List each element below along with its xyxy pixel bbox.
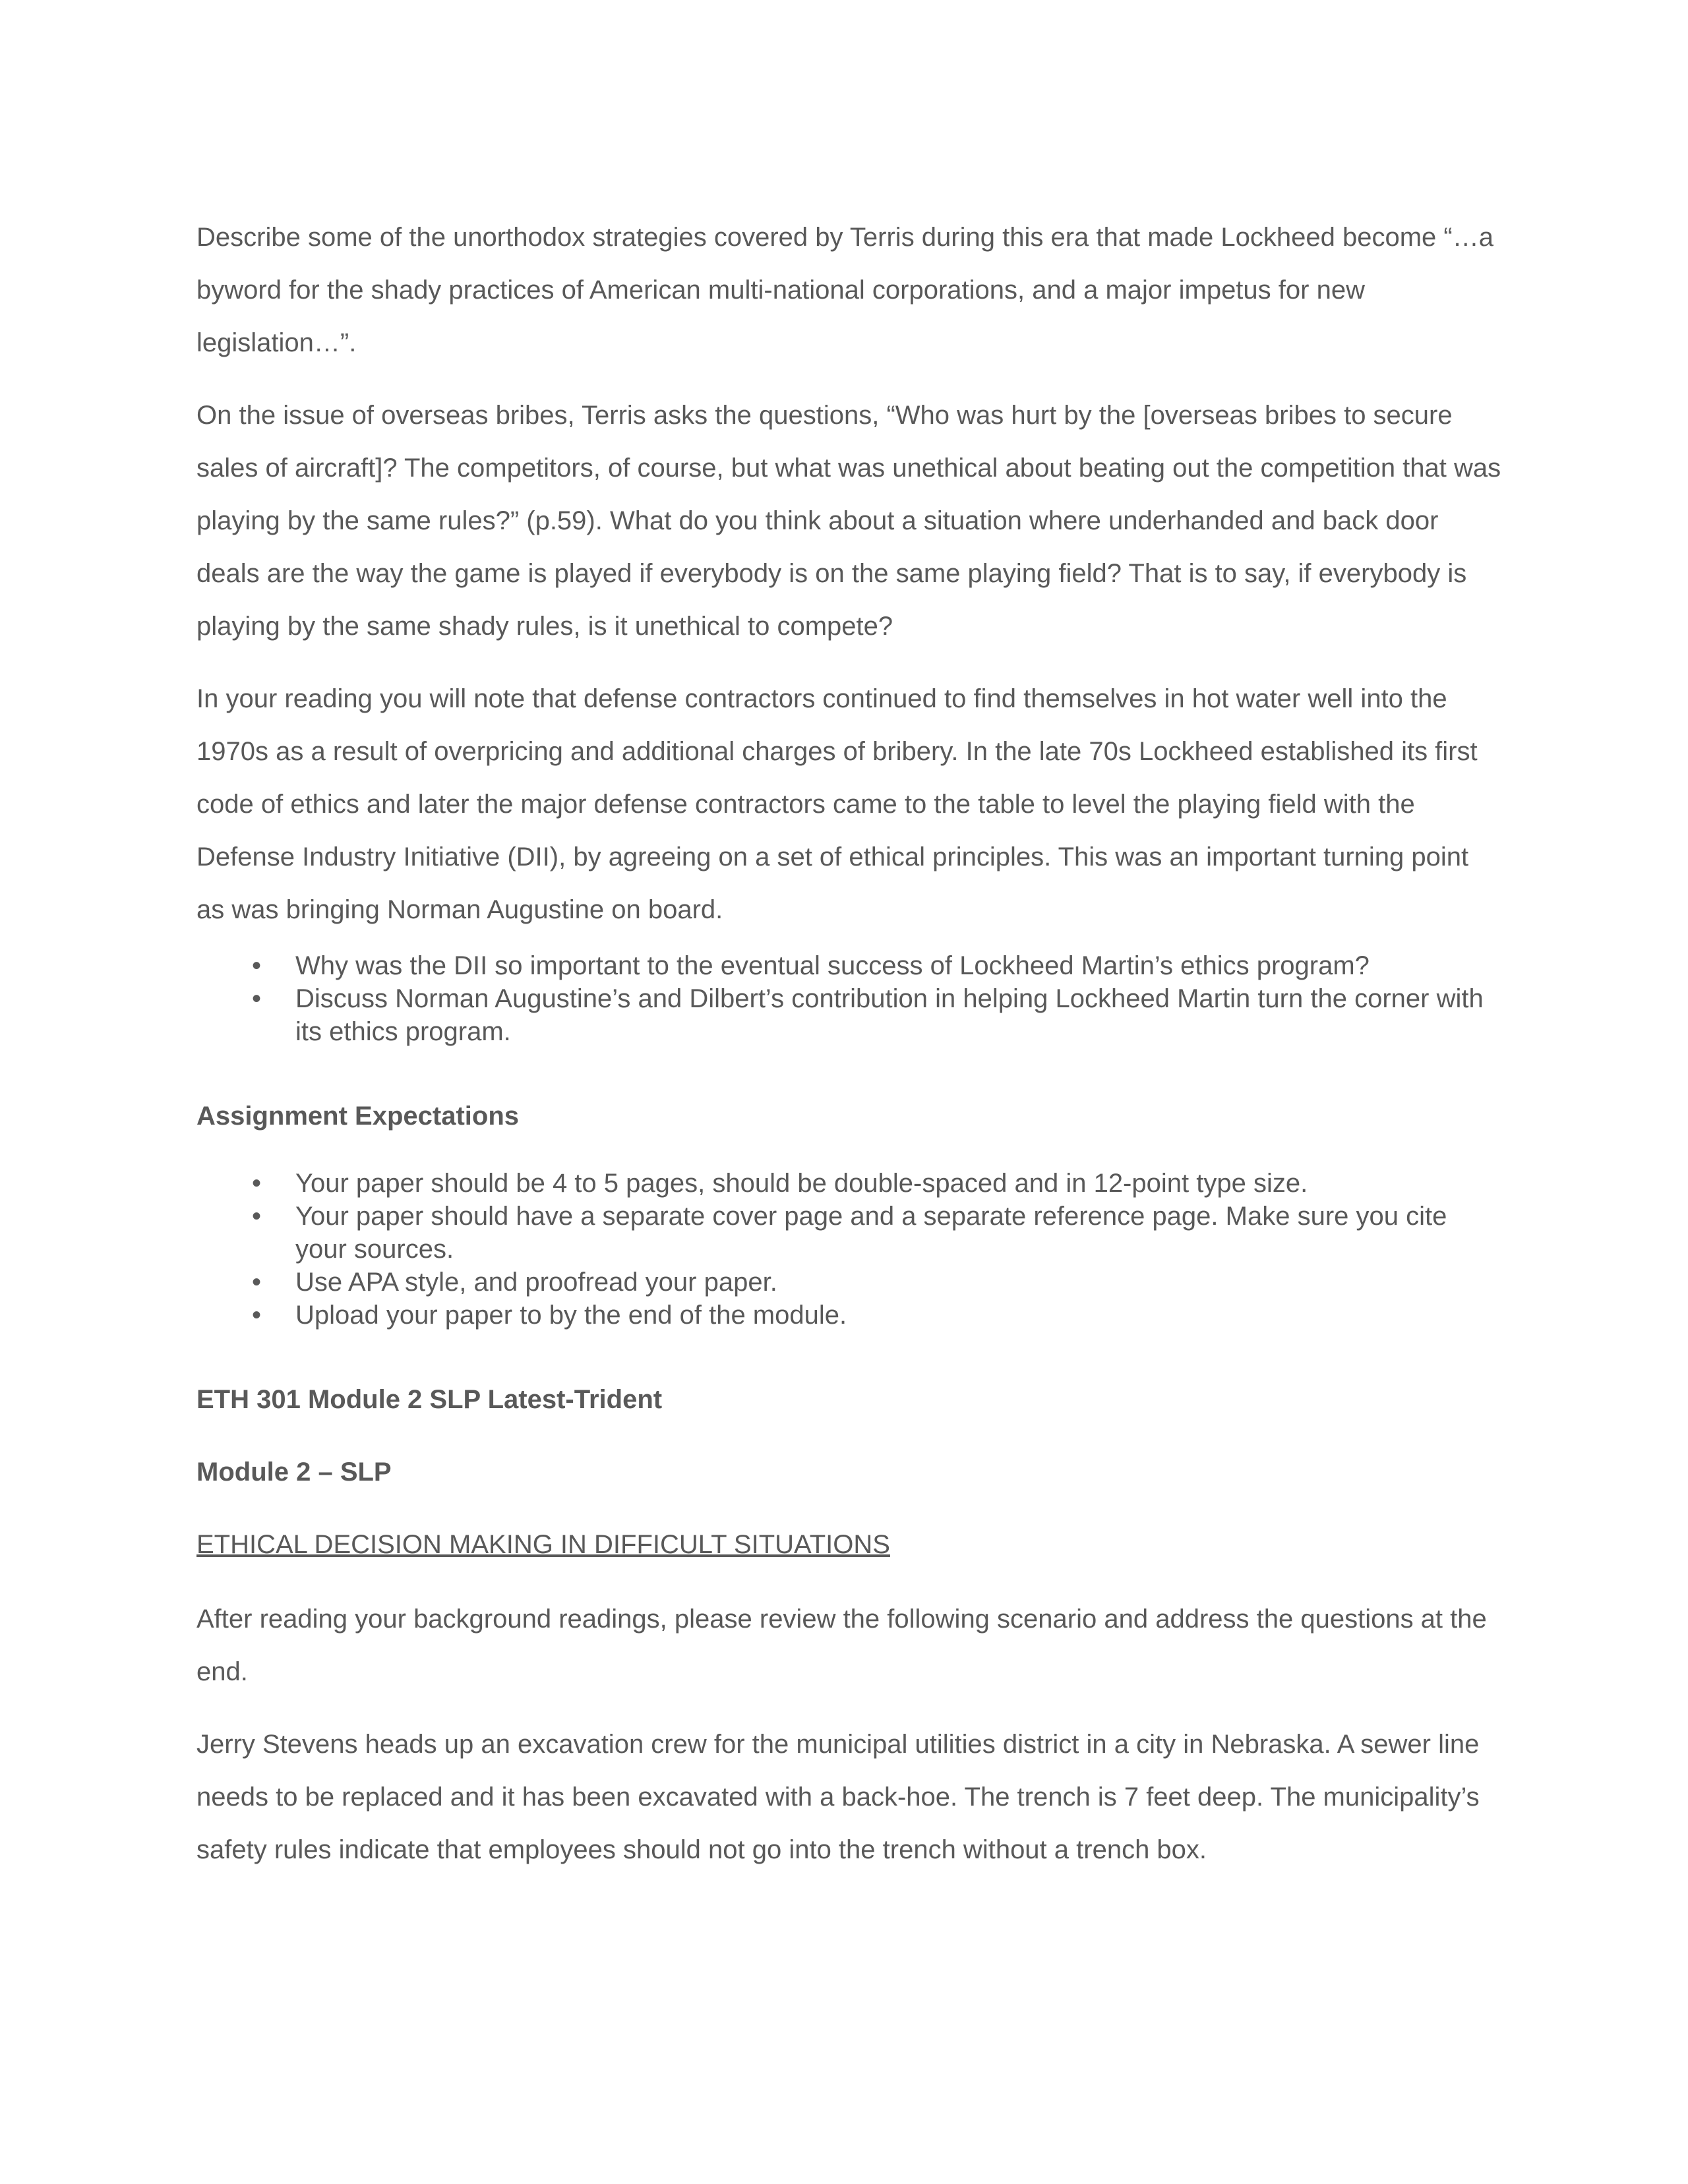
- expectation-text: Your paper should have a separate cover page and a separate reference page. Make sure you cite your sources.: [295, 1202, 1447, 1264]
- bullet-icon: •: [251, 1268, 261, 1297]
- assignment-expectations-heading: Assignment Expectations: [196, 1102, 520, 1131]
- list-item: [196, 949, 1502, 982]
- list-item: [196, 1299, 1502, 1332]
- module-title: Module 2 – SLP: [196, 1458, 392, 1487]
- expectation-text: Upload your paper to by the end of the module.: [295, 1301, 847, 1330]
- expectation-text: Your paper should be 4 to 5 pages, should be double-spaced and in 12-point type size.: [295, 1169, 1308, 1198]
- question-list: [196, 949, 1502, 1048]
- question-text: Why was the DII so important to the eventual success of Lockheed Martin’s ethics program?: [295, 951, 1370, 980]
- bullet-icon: •: [251, 951, 261, 980]
- paragraph-overseas-bribes: On the issue of overseas bribes, Terris asks the questions, “Who was hurt by the [overseas bribes to secure sales of aircraft]? The competitors, of course, but what was unethical about beating out the competition that was playing by the same rules?” (p.59). What do you think about a situation where underhanded and back door deals are the way the game is played if everybody is on the same playing field? That is to say, if everybody is playing by the same shady rules, is it unethical to compete?: [196, 401, 1501, 641]
- bullet-icon: •: [251, 1169, 261, 1198]
- bullet-icon: •: [251, 1301, 261, 1330]
- page-content: [196, 211, 1502, 1876]
- bullet-icon: •: [251, 984, 261, 1013]
- section-title: ETHICAL DECISION MAKING IN DIFFICULT SITUATIONS: [196, 1530, 890, 1559]
- list-item: [196, 1167, 1502, 1200]
- list-item: [196, 1266, 1502, 1299]
- question-text: Discuss Norman Augustine’s and Dilbert’s contribution in helping Lockheed Martin turn the corner with its ethics program.: [295, 984, 1484, 1046]
- bullet-icon: •: [251, 1202, 261, 1231]
- list-item: [196, 1200, 1502, 1266]
- paragraph-instructions: After reading your background readings, please review the following scenario and address the questions at the end.: [196, 1605, 1487, 1686]
- expectations-list: [196, 1167, 1502, 1332]
- paragraph-unorthodox-strategies: Describe some of the unorthodox strategies covered by Terris during this era that made Lockheed become “…a byword for the shady practices of American multi-national corporations, and a major impetus for new legislation…”.: [196, 223, 1493, 357]
- list-item: [196, 982, 1502, 1048]
- expectation-text: Use APA style, and proofread your paper.: [295, 1268, 777, 1297]
- paragraph-defense-contractors: In your reading you will note that defense contractors continued to find themselves in hot water well into the 1970s as a result of overpricing and additional charges of bribery. In the late 70s Lockheed established its first code of ethics and later the major defense contractors came to the table to level the playing field with the Defense Industry Initiative (DII), by agreeing on a set of ethical principles. This was an important turning point as was bringing Norman Augustine on board.: [196, 684, 1478, 924]
- course-title: ETH 301 Module 2 SLP Latest-Trident: [196, 1385, 663, 1414]
- paragraph-scenario: Jerry Stevens heads up an excavation crew for the municipal utilities district in a city in Nebraska. A sewer line needs to be replaced and it has been excavated with a back-hoe. The trench is 7 feet deep. The municipality’s safety rules indicate that employees should not go into the trench without a trench box.: [196, 1730, 1480, 1864]
